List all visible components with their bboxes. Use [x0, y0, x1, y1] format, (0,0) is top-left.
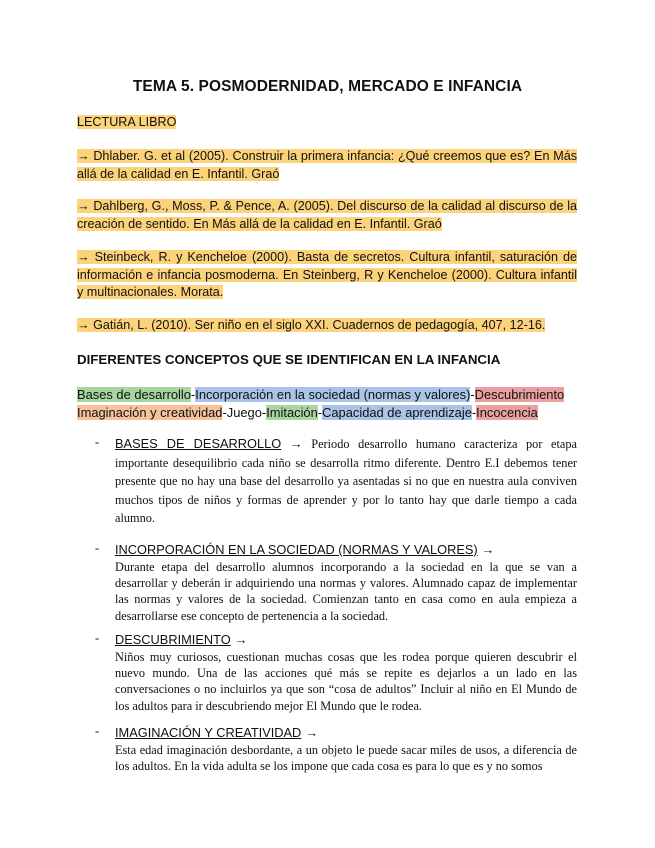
reference-text: → Gatián, L. (2010). Ser niño en el siglo XXI. Cuadernos de pedagogía, 407, 12-16. — [77, 318, 546, 332]
list-item-title: DESCUBRIMIENTO — [115, 632, 231, 647]
reference-text: → Steinbeck, R. y Kencheloe (2000). Basta de secretos. Cultura infantil, saturación de información e infancia posmoderna. En Steinberg, R y Kencheloe (2000). Cultura infantil y multinacionales. Morata. — [77, 250, 577, 299]
concept-separator: - — [470, 387, 475, 402]
list-dash: - — [95, 724, 100, 738]
list-item-content — [115, 435, 577, 528]
arrow-icon: → — [289, 436, 303, 451]
reference-4 — [77, 317, 577, 335]
concepts-list — [77, 386, 597, 421]
list-dash: - — [95, 541, 100, 555]
list-item-title: BASES DE DESARROLLO — [115, 436, 282, 451]
list-item-title-row — [115, 725, 301, 740]
reference-text: → Dahlberg, G., Moss, P. & Pence, A. (2005). Del discurso de la calidad al discurso de la creación de sentido. En Más allá de la calidad en E. Infantil. Graó — [77, 199, 577, 231]
concept-separator: - — [222, 404, 227, 420]
concept-separator: - — [471, 404, 477, 420]
list-item-title: INCORPORACIÓN EN LA SOCIEDAD (NORMAS Y VALORES) — [115, 542, 478, 557]
list-item-body: Periodo desarrollo humano caracteriza por etapa importante desequilibrio cada niño se desarrolla ritmo diferente. Dentro E.I debemos tener presente que no hay una base del desarrollo ya asentadas si no que en nuestra aula conviven muchos tipos de niños y formas de aprender y por lo tanto hay que darle tiempo a cada alumno. — [115, 437, 577, 525]
concept-juego: Juego — [226, 404, 262, 420]
list-item-title: IMAGINACIÓN Y CREATIVIDAD — [115, 725, 302, 740]
list-item-title-row — [115, 632, 231, 647]
arrow-icon: → — [305, 725, 319, 740]
concept-bases: Bases de desarrollo — [77, 387, 191, 402]
reference-2 — [77, 198, 577, 233]
concept-separator: - — [190, 387, 196, 402]
concept-descubrimiento: Descubrimiento — [474, 387, 565, 402]
list-item-imaginacion — [95, 724, 577, 774]
concept-imitacion: Imitación — [266, 404, 318, 420]
concept-incorporacion: Incorporación en la sociedad (normas y valores) — [195, 387, 471, 402]
lectura-label: LECTURA LIBRO — [77, 115, 177, 129]
list-item-body: Esta edad imaginación desbordante, a un objeto le puede sacar miles de usos, a diferencia de los adultos. En la vida adulta se los impone que cada cosa es para lo que es y no somos — [115, 743, 577, 774]
list-item-descubrimiento — [95, 631, 577, 714]
list-dash: - — [95, 435, 100, 449]
reference-text: → Dhlaber. G. et al (2005). Construir la primera infancia: ¿Qué creemos que es? En Más allá de la calidad en E. Infantil. Graó — [77, 149, 577, 181]
lectura-heading — [77, 114, 577, 132]
reference-3 — [77, 249, 577, 302]
arrow-icon: → — [481, 542, 495, 557]
reference-1 — [77, 148, 577, 183]
concept-inocencia: Incocencia — [476, 404, 538, 420]
list-item-bases — [95, 435, 577, 528]
arrow-icon: → — [234, 632, 248, 647]
concept-aprendizaje: Capacidad de aprendizaje — [322, 404, 472, 420]
concept-separator: - — [317, 404, 323, 420]
concept-separator: - — [261, 404, 267, 420]
concept-imaginacion: Imaginación y creatividad — [77, 404, 223, 420]
list-item-body: Niños muy curiosos, cuestionan muchas cosas que les rodea porque quieren descubrir el nuevo mundo. Una de las acciones qué más se repite es dejarlos a un lado en las conversaciones o no incluirlos ya que son “cosa de adultos” Incluir al niño en El Mundo de los adultos para ir descubriendo mejor El Mundo que le rodea. — [115, 650, 577, 713]
section-heading: DIFERENTES CONCEPTOS QUE SE IDENTIFICAN EN LA INFANCIA — [77, 352, 501, 367]
list-item-body: Durante etapa del desarrollo alumnos incorporando a la sociedad en la que se van a desarrollar y deberán ir adquiriendo una normas y valores. Alumnado capaz de implementar las normas y valores de la sociedad. Comienzan tanto en casa como en aula empieza a desarrollarse ese concepto de pertenencia a la sociedad. — [115, 560, 577, 623]
list-item-incorporacion — [95, 541, 577, 624]
list-dash: - — [95, 631, 100, 645]
list-item-title-row — [115, 542, 478, 557]
page-title: TEMA 5. POSMODERNIDAD, MERCADO E INFANCIA — [132, 78, 523, 95]
